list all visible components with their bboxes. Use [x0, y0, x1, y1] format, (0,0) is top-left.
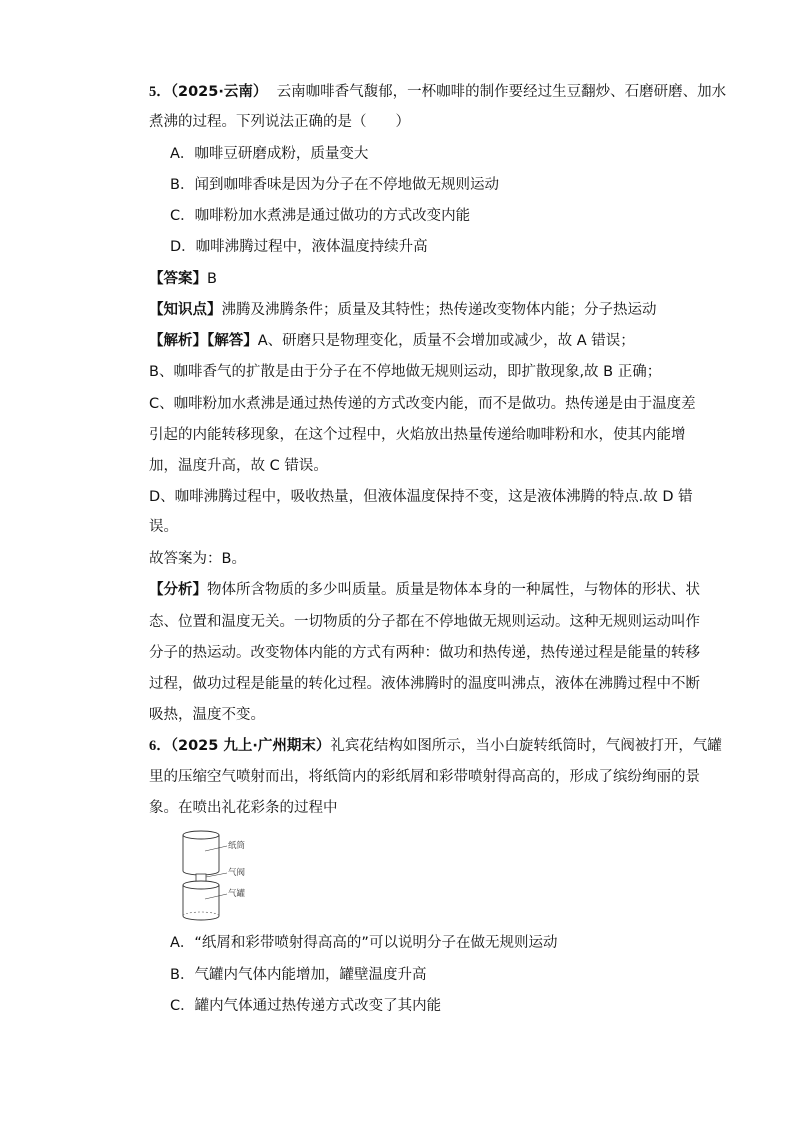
valve-label: 气阀: [228, 868, 246, 878]
party-popper-figure: [175, 828, 265, 924]
answer-label: 【答案】: [149, 271, 207, 287]
q5-explanation-line7: 误。: [149, 519, 178, 535]
q6-option-b: B．气罐内气体内能增加，罐壁温度升高: [170, 967, 427, 983]
q5-option-d: D．咖啡沸腾过程中，液体温度持续升高: [170, 239, 428, 255]
q5-analysis-line5: 吸热，温度不变。: [149, 707, 265, 723]
solution-label: 【解答】: [207, 333, 258, 349]
knowledge-point-text: 沸腾及沸腾条件；质量及其特性；热传递改变物体内能；分子热运动: [221, 302, 657, 318]
q6-stem-line1: [149, 736, 722, 756]
explanation-label: 【解析】: [149, 333, 207, 349]
q5-number: 5．: [149, 84, 171, 100]
q6-option-c: C．罐内气体通过热传递方式改变了其内能: [170, 998, 442, 1014]
q6-source: （2025 九上·广州期末）: [170, 738, 331, 754]
q6-stem-line3: 象。在喷出礼花彩条的过程中: [149, 800, 338, 816]
paper-tube: [183, 831, 227, 875]
q5-stem-text1: 云南咖啡香气馥郁，一杯咖啡的制作要经过生豆翻炒、石磨研磨、加水: [276, 84, 727, 100]
q5-analysis-line3: 分子的热运动。改变物体内能的方式有两种：做功和热传递，热传递过程是能量的转移: [149, 645, 700, 661]
gas-tank: [183, 881, 227, 920]
q5-conclusion: 故答案为：B。: [149, 551, 246, 567]
q5-option-c: C．咖啡粉加水煮沸是通过做功的方式改变内能: [170, 208, 471, 224]
q5-explanation-line4: 引起的内能转移现象，在这个过程中，火焰放出热量传递给咖啡粉和水，使其内能增: [149, 427, 686, 443]
q6-option-a: A．“纸屑和彩带喷射得高高的”可以说明分子在做无规则运动: [170, 935, 558, 951]
q5-explanation-line6: D、咖啡沸腾过程中，吸收热量，但液体温度保持不变，这是液体沸腾的特点.故 D 错: [149, 489, 693, 505]
analysis-text1: 物体所含物质的多少叫质量。质量是物体本身的一种属性，与物体的形状、状: [207, 582, 700, 598]
q5-explanation-line2: B、咖啡香气的扩散是由于分子在不停地做无规则运动，即扩散现象,故 B 正确；: [149, 364, 662, 380]
q5-analysis-line4: 过程，做功过程是能量的转化过程。液体沸腾时的温度叫沸点，液体在沸腾过程中不断: [149, 676, 700, 692]
q5-explanation-line5: 加，温度升高，故 C 错误。: [149, 458, 328, 474]
tube-label: 纸筒: [228, 841, 246, 851]
q5-analysis-line1: [149, 580, 700, 600]
q5-stem-line1: [149, 82, 726, 102]
q5-explanation-line3: C、咖啡粉加水煮沸是通过热传递的方式改变内能，而不是做功。热传递是由于温度差: [149, 396, 696, 412]
q5-option-b: B．闻到咖啡香味是因为分子在不停地做无规则运动: [170, 177, 499, 193]
q5-stem-line2: 煮沸的过程。下列说法正确的是（ ）: [149, 114, 410, 130]
q5-option-a: A．咖啡豆研磨成粉，质量变大: [170, 146, 369, 162]
analysis-label: 【分析】: [149, 582, 207, 598]
q5-analysis-line2: 态、位置和温度无关。一切物质的分子都在不停地做无规则运动。这种无规则运动叫作: [149, 614, 700, 630]
q6-stem-text1: 礼宾花结构如图所示，当小白旋转纸筒时，气阀被打开，气罐: [330, 738, 722, 754]
q6-number: 6．: [149, 738, 171, 754]
tank-label: 气罐: [228, 889, 246, 899]
explanation-text1: A、研磨只是物理变化，质量不会增加或减少，故 A 错误；: [257, 333, 635, 349]
q5-knowledge-points: [149, 300, 657, 320]
q5-answer: [149, 269, 217, 289]
answer-value: B: [207, 271, 217, 287]
q5-explanation-line1: [149, 331, 635, 351]
q6-stem-line2: 里的压缩空气喷射而出，将纸筒内的彩纸屑和彩带喷射得高高的，形成了缤纷绚丽的景: [149, 769, 700, 785]
q5-source: （2025·云南）: [170, 84, 268, 100]
knowledge-point-label: 【知识点】: [149, 302, 222, 318]
